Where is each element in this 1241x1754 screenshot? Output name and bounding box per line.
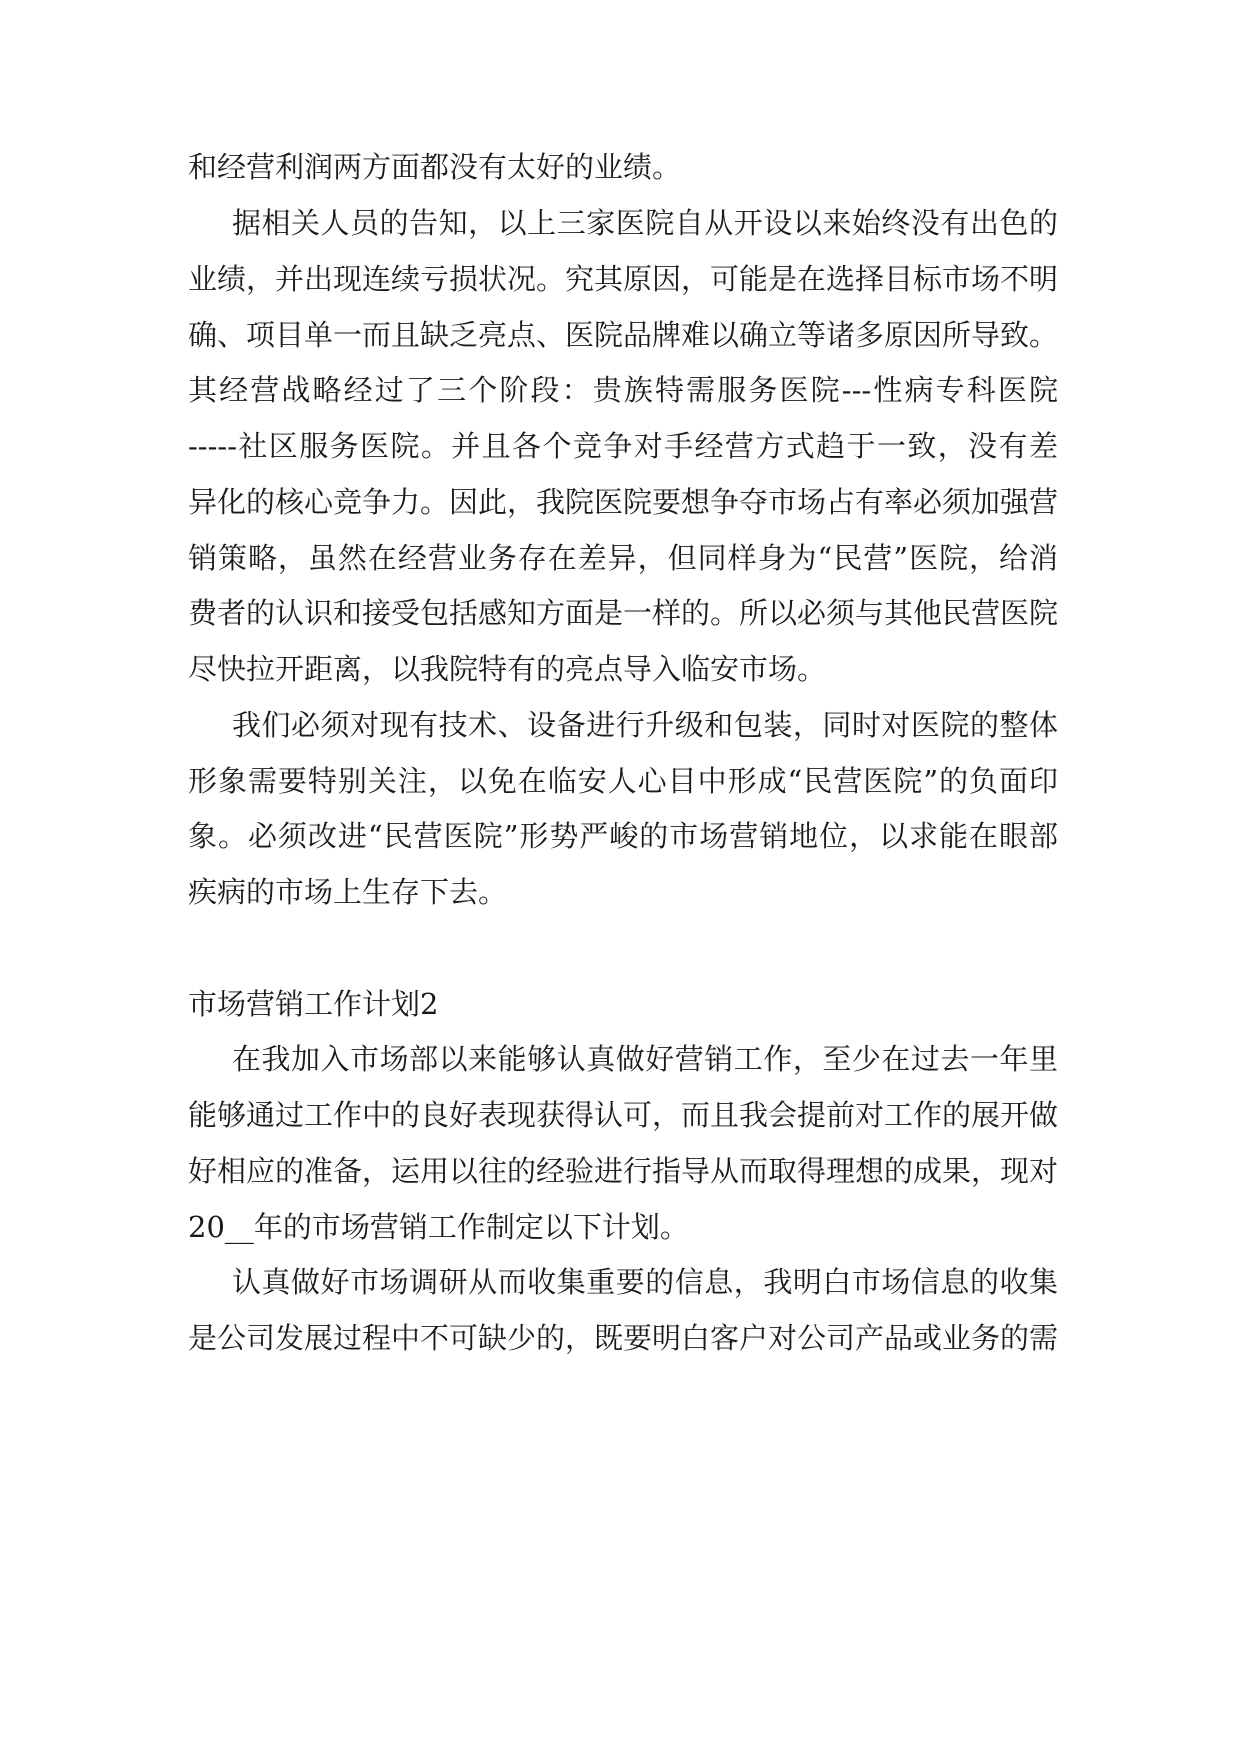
- text-line: 异化的核心竞争力。因此，我院医院要想争夺市场占有率必须加强营: [188, 485, 1058, 519]
- text-line: 20__年的市场营销工作制定以下计划。: [188, 1210, 689, 1244]
- text-line: 费者的认识和接受包括感知方面是一样的。所以必须与其他民营医院: [188, 596, 1058, 630]
- text-line: 尽快拉开距离，以我院特有的亮点导入临安市场。: [188, 652, 827, 686]
- text-line: 业绩，并出现连续亏损状况。究其原因，可能是在选择目标市场不明: [188, 262, 1058, 296]
- text-line: 形象需要特别关注，以免在临安人心目中形成“民营医院”的负面印: [188, 764, 1058, 798]
- text-line: 好相应的准备，运用以往的经验进行指导从而取得理想的成果，现对: [188, 1154, 1058, 1188]
- text-line: 能够通过工作中的良好表现获得认可，而且我会提前对工作的展开做: [188, 1098, 1058, 1132]
- section-heading: 市场营销工作计划2: [188, 987, 439, 1021]
- text-line: 在我加入市场部以来能够认真做好营销工作，至少在过去一年里: [232, 1042, 1058, 1076]
- text-line: 我们必须对现有技术、设备进行升级和包装，同时对医院的整体: [232, 708, 1058, 742]
- text-line: 疾病的市场上生存下去。: [188, 875, 508, 909]
- text-line: 和经营利润两方面都没有太好的业绩。: [188, 150, 682, 184]
- text-line: 据相关人员的告知，以上三家医院自从开设以来始终没有出色的: [232, 206, 1058, 240]
- text-line: -----社区服务医院。并且各个竞争对手经营方式趋于一致，没有差: [188, 429, 1058, 463]
- text-line: 是公司发展过程中不可缺少的，既要明白客户对公司产品或业务的需: [188, 1321, 1058, 1355]
- text-line: 其经营战略经过了三个阶段：贵族特需服务医院---性病专科医院: [188, 373, 1058, 407]
- text-line: 象。必须改进“民营医院”形势严峻的市场营销地位，以求能在眼部: [188, 819, 1058, 853]
- text-line: 销策略，虽然在经营业务存在差异，但同样身为“民营”医院，给消: [188, 541, 1058, 575]
- text-line: 认真做好市场调研从而收集重要的信息，我明白市场信息的收集: [232, 1265, 1058, 1299]
- text-line: 确、项目单一而且缺乏亮点、医院品牌难以确立等诸多原因所导致。: [188, 318, 1058, 352]
